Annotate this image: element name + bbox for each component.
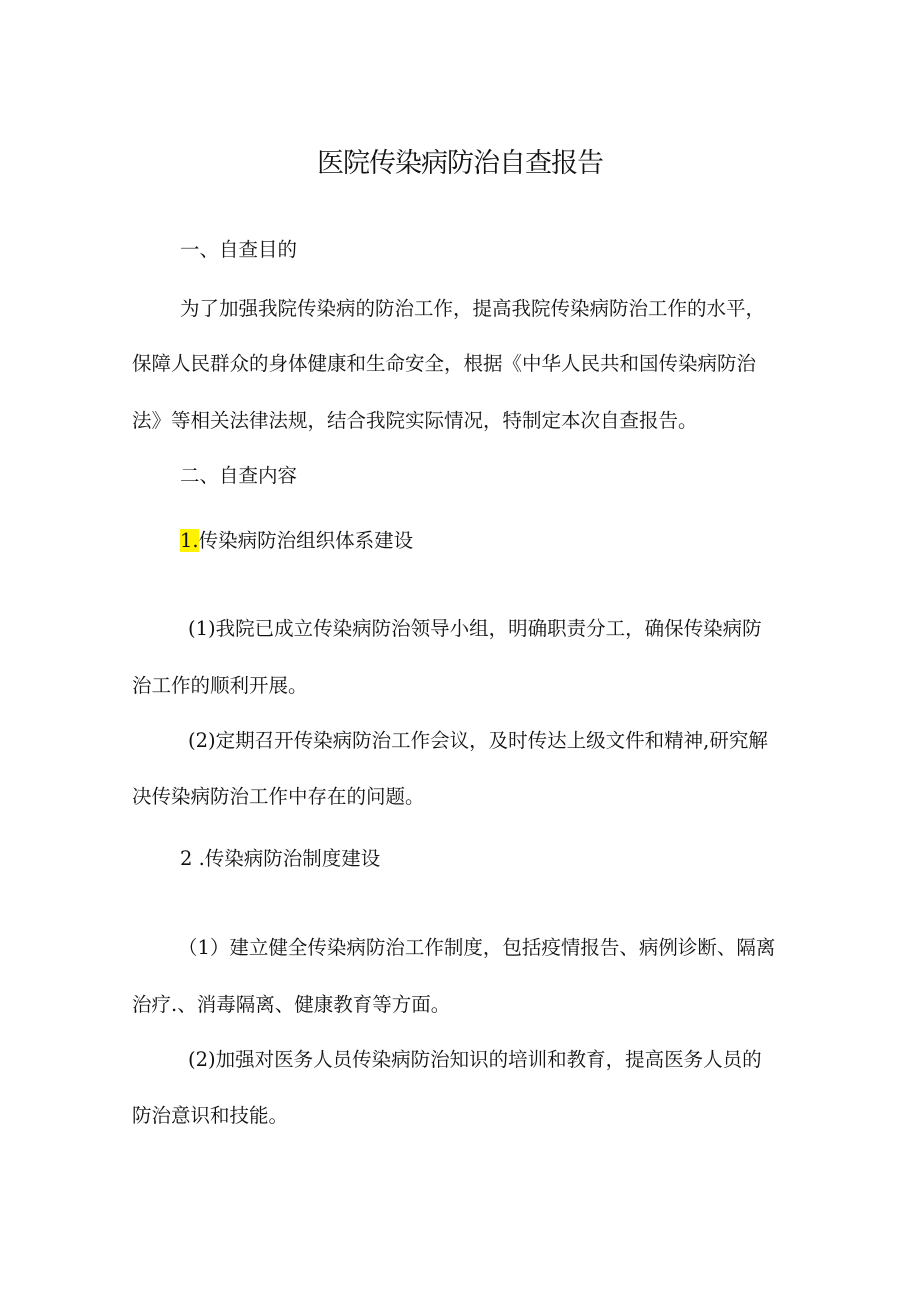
para1-line-2: 保障人民群众的身体健康和生命安全，根据《中华人民共和国传染病防治 — [132, 352, 757, 375]
item2-sub1-line-2: 治疗.、消毒隔离、健康教育等方面。 — [132, 993, 451, 1016]
item1-number-highlight: 1. — [180, 529, 199, 552]
item1-heading-text: 传染病防治组织体系建设 — [198, 529, 414, 552]
item1-heading — [180, 527, 413, 555]
para1-line-3: 法》等相关法律法规，结合我院实际情况，特制定本次自查报告。 — [132, 409, 698, 432]
item1-sub2-line-1: (2)定期召开传染病防治工作会议，及时传达上级文件和精神,研究解 — [188, 729, 768, 752]
section2-heading: 二、自查内容 — [180, 464, 298, 487]
item2-heading: 2 .传染病防治制度建设 — [180, 847, 381, 870]
section1-heading: 一、自查目的 — [180, 238, 298, 261]
item2-sub2-line-2: 防治意识和技能。 — [132, 1104, 289, 1127]
document-title: 医院传染病防治自查报告 — [317, 148, 603, 179]
item1-sub1-line-2: 治工作的顺利开展。 — [132, 674, 308, 697]
item2-sub2-line-1: (2)加强对医务人员传染病防治知识的培训和教育，提高医务人员的 — [188, 1048, 762, 1071]
item2-sub1-line-1: （1）建立健全传染病防治工作制度，包括疫情报告、病例诊断、隔离 — [178, 936, 776, 959]
item1-sub2-line-2: 决传染病防治工作中存在的问题。 — [132, 785, 425, 808]
item1-sub1-line-1: (1)我院已成立传染病防治领导小组，明确职责分工，确保传染病防 — [188, 617, 762, 640]
para1-line-1: 为了加强我院传染病的防治工作，提高我院传染病防治工作的水平， — [180, 297, 766, 320]
